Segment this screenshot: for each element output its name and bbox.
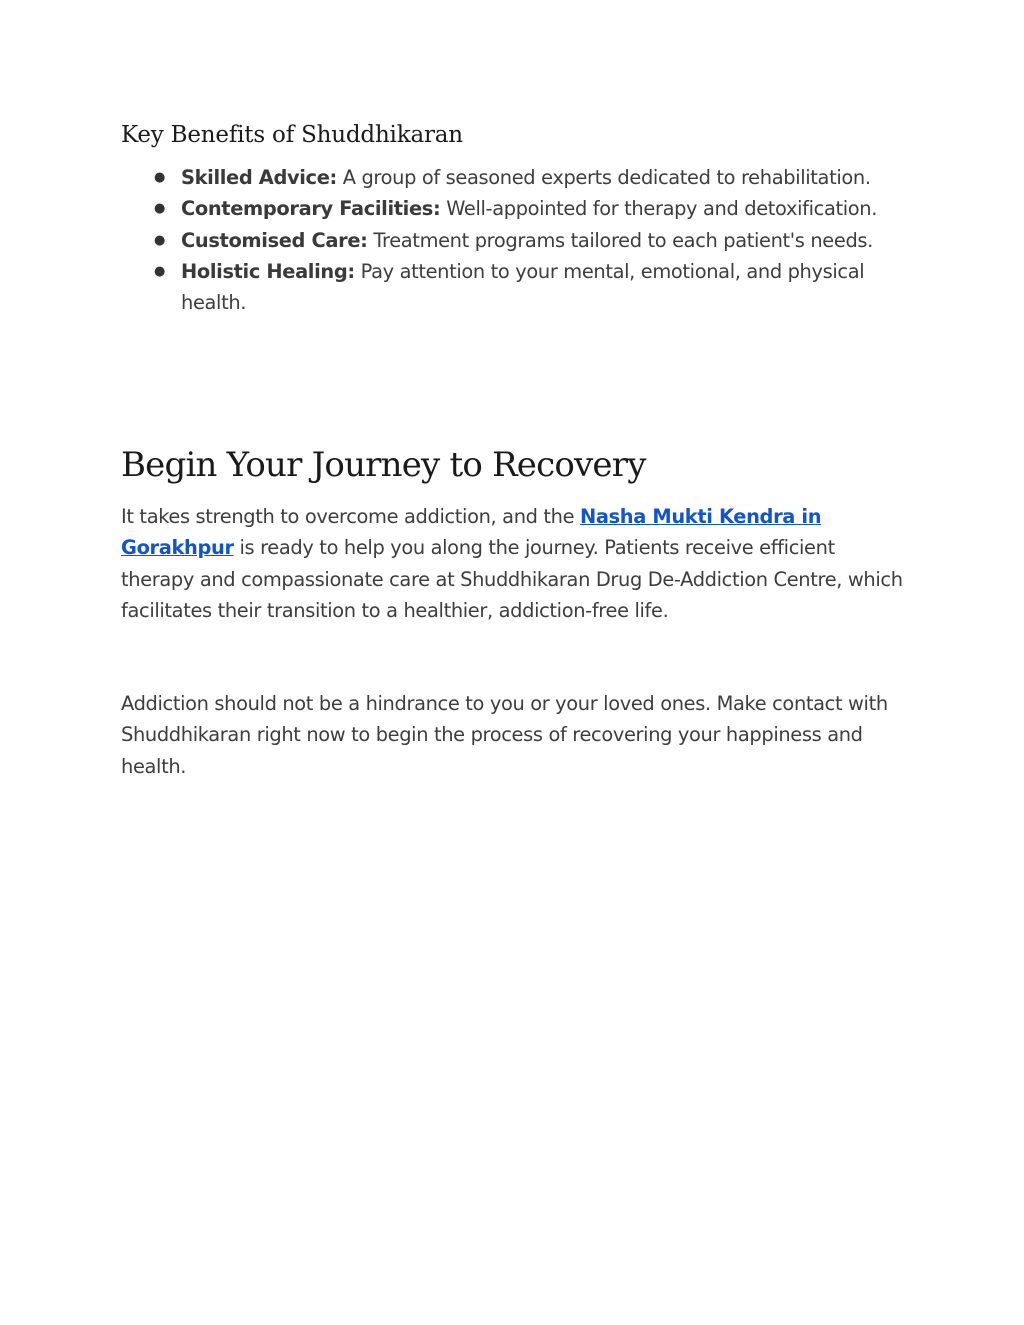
bullet-icon: ● — [154, 170, 165, 185]
list-item — [121, 193, 911, 224]
journey-paragraph-2: Addiction should not be a hindrance to you or your loved ones. Make contact with Shuddhikaran right now to begin the process of recovering your happiness and health. — [121, 692, 888, 778]
benefits-heading: Key Benefits of Shuddhikaran — [121, 122, 463, 148]
paragraph-text-before-link: It takes strength to overcome addiction, and the — [121, 505, 580, 528]
benefit-term: Contemporary Facilities: — [181, 197, 441, 221]
benefit-term: Holistic Healing: — [181, 259, 355, 283]
benefit-text: A group of seasoned experts dedicated to rehabilitation. — [342, 166, 871, 189]
benefits-list — [121, 162, 911, 318]
benefit-text: Well-appointed for therapy and detoxification. — [446, 197, 878, 221]
paragraph-text-after-link: is ready to help you along the journey. Patients receive efficient therapy and compassionate care at Shuddhikaran Drug De-Addiction Centre, which facilitates their transition to a healthier, addiction-free life. — [121, 536, 903, 622]
nasha-mukti-kendra-link[interactable]: Nasha Mukti Kendra in Gorakhpur — [121, 505, 822, 560]
journey-heading: Begin Your Journey to Recovery — [121, 445, 646, 485]
journey-paragraph-1 — [121, 501, 911, 626]
benefit-text: Treatment programs tailored to each patient's needs. — [373, 228, 873, 252]
benefit-text: Pay attention to your mental, emotional, and physical health. — [181, 259, 865, 315]
benefit-term: Customised Care: — [181, 228, 368, 252]
bullet-icon: ● — [154, 201, 165, 217]
benefit-term: Skilled Advice: — [181, 166, 337, 189]
bullet-icon: ● — [154, 232, 165, 248]
bullet-icon: ● — [154, 263, 165, 279]
list-item — [121, 162, 911, 193]
list-item — [121, 225, 911, 256]
list-item — [121, 256, 911, 319]
